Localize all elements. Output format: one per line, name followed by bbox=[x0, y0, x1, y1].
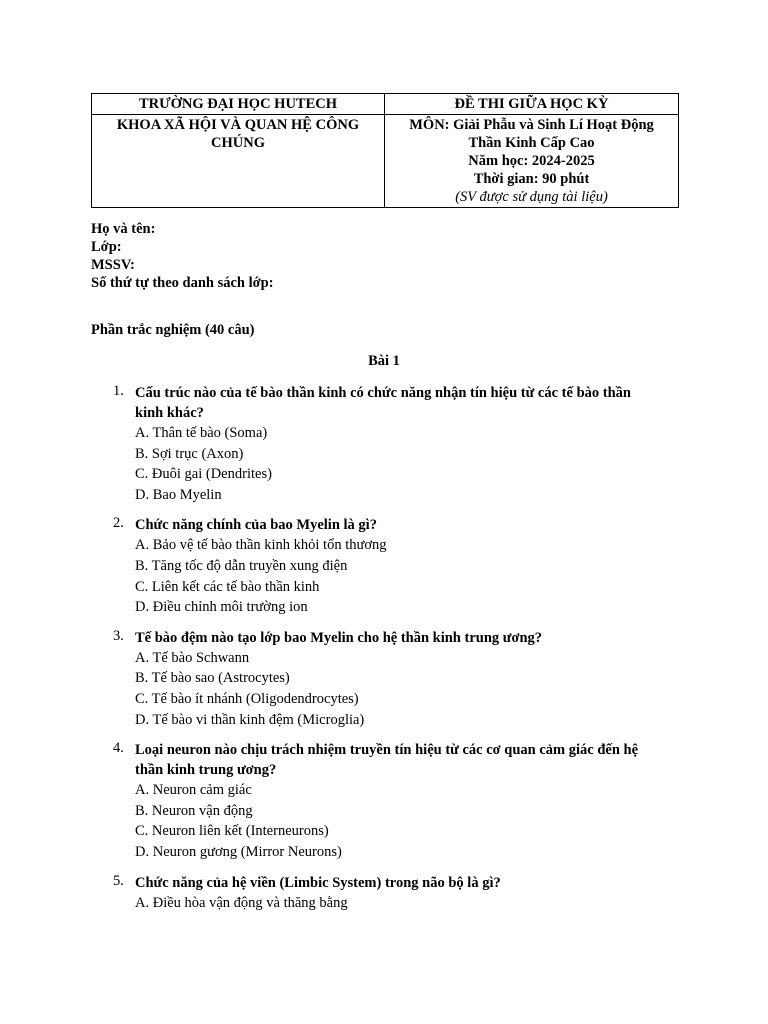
question-number: 5. bbox=[113, 872, 124, 889]
option-b: B. Sợi trục (Axon) bbox=[135, 445, 244, 462]
university-name: TRƯỜNG ĐẠI HỌC HUTECH bbox=[92, 94, 385, 115]
student-info bbox=[91, 220, 274, 292]
question-number: 3. bbox=[113, 627, 124, 644]
question-text bbox=[135, 383, 681, 423]
question-1 bbox=[91, 383, 681, 505]
name-field: Họ và tên: bbox=[91, 221, 156, 237]
question-text-line: kinh khác? bbox=[135, 405, 204, 421]
option-b: B. Tăng tốc độ dẫn truyền xung điện bbox=[135, 557, 348, 574]
question-2 bbox=[91, 515, 681, 617]
exam-title: ĐỀ THI GIỮA HỌC KỲ bbox=[385, 94, 679, 115]
question-3 bbox=[91, 628, 681, 730]
option-a: A. Neuron cảm giác bbox=[135, 782, 252, 799]
question-list bbox=[91, 383, 681, 923]
question-text: Chức năng của hệ viền (Limbic System) trong não bộ là gì? bbox=[135, 874, 501, 891]
option-a: A. Tế bào Schwann bbox=[135, 649, 250, 666]
subject-line-2: Thần Kinh Cấp Cao bbox=[468, 135, 595, 151]
option-a: A. Thân tế bào (Soma) bbox=[135, 425, 268, 441]
question-5 bbox=[91, 873, 681, 914]
question-text-line: Loại neuron nào chịu trách nhiệm truyền tín hiệu từ các cơ quan cảm giác đến hệ bbox=[135, 742, 639, 759]
materials-note: (SV được sử dụng tài liệu) bbox=[455, 189, 608, 205]
option-b: B. Tế bào sao (Astrocytes) bbox=[135, 670, 290, 687]
option-d: D. Neuron gương (Mirror Neurons) bbox=[135, 843, 342, 860]
option-a: A. Bảo vệ tế bào thần kinh khỏi tổn thương bbox=[135, 537, 387, 554]
faculty-line-2: CHÚNG bbox=[211, 135, 265, 151]
order-field: Số thứ tự theo danh sách lớp: bbox=[91, 275, 274, 291]
question-text: Tế bào đệm nào tạo lớp bao Myelin cho hệ thần kinh trung ương? bbox=[135, 629, 543, 646]
option-d: D. Tế bào vi thần kinh đệm (Microglia) bbox=[135, 711, 365, 728]
option-c: C. Tế bào ít nhánh (Oligodendrocytes) bbox=[135, 690, 359, 707]
class-field: Lớp: bbox=[91, 239, 122, 255]
question-number: 1. bbox=[113, 383, 124, 399]
question-number: 4. bbox=[113, 740, 124, 757]
question-text: Chức năng chính của bao Myelin là gì? bbox=[135, 517, 377, 534]
option-b: B. Neuron vận động bbox=[135, 802, 253, 819]
faculty-name bbox=[92, 115, 385, 208]
school-year: Năm học: 2024-2025 bbox=[468, 153, 595, 169]
question-text bbox=[135, 740, 681, 780]
exam-header-table bbox=[91, 93, 679, 208]
option-a: A. Điều hòa vận động và thăng bằng bbox=[135, 894, 348, 911]
question-4 bbox=[91, 740, 681, 862]
option-d: D. Bao Myelin bbox=[135, 486, 222, 503]
student-id-field: MSSV: bbox=[91, 257, 135, 273]
part-title: Bài 1 bbox=[368, 353, 400, 369]
question-text-line: Cấu trúc nào của tế bào thần kinh có chức năng nhận tín hiệu từ các tế bào thần bbox=[135, 385, 631, 401]
exam-info bbox=[385, 115, 679, 208]
faculty-line-1: KHOA XÃ HỘI VÀ QUAN HỆ CÔNG bbox=[116, 117, 360, 133]
question-number: 2. bbox=[113, 515, 124, 532]
subject-line-1: MÔN: Giải Phẫu và Sinh Lí Hoạt Động bbox=[409, 117, 654, 133]
option-c: C. Đuôi gai (Dendrites) bbox=[135, 466, 272, 483]
option-c: C. Liên kết các tế bào thần kinh bbox=[135, 578, 320, 595]
question-text-line: thần kinh trung ương? bbox=[135, 762, 277, 779]
option-d: D. Điều chỉnh môi trường ion bbox=[135, 599, 308, 616]
section-title: Phần trắc nghiệm (40 câu) bbox=[91, 322, 255, 338]
option-c: C. Neuron liên kết (Interneurons) bbox=[135, 823, 329, 840]
exam-duration: Thời gian: 90 phút bbox=[473, 171, 590, 187]
